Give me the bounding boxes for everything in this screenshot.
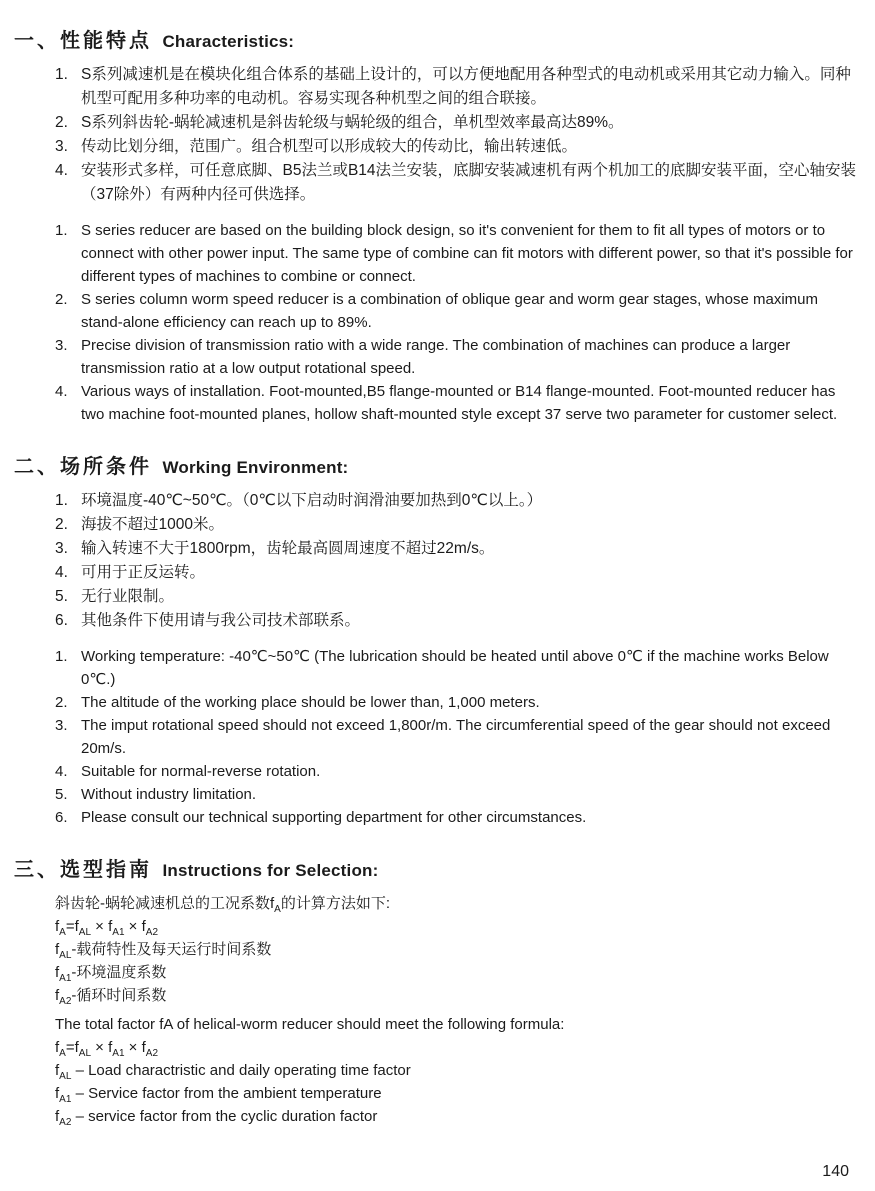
list-item-text: The imput rotational speed should not exceed 1,800r/m. The circumferential speed of the gear should not exceed 20m/s. (81, 717, 831, 757)
list-item-number: 3. (55, 337, 68, 354)
factor-definition: $f_{A2}$ – service factor from the cyclic duration factor (55, 1108, 378, 1128)
section-working-environment (14, 450, 857, 829)
formula-intro-english: The total factor fA of helical-worm reducer should meet the following formula: (55, 1016, 565, 1033)
list-item-number: 2. (55, 516, 68, 533)
section-2-heading-english: Working Environment: (162, 458, 349, 477)
list-item (55, 489, 857, 513)
list-item-number: 1. (55, 66, 68, 83)
factor-definition: $f_{A2}-$循环时间系数 (55, 987, 167, 1007)
environment-list-english (55, 645, 857, 829)
section-2-heading (14, 450, 857, 479)
list-item-text: The altitude of the working place should be lower than, 1,000 meters. (81, 694, 540, 711)
list-item-number: 1. (55, 648, 68, 665)
list-item (55, 714, 857, 760)
list-item-text: S series column worm speed reducer is a combination of oblique gear and worm gear stages, whose maximum stand-alone efficiency can reach up to 89%. (81, 291, 819, 331)
list-item-number: 4. (55, 564, 68, 581)
list-item (55, 380, 857, 426)
list-item-number: 3. (55, 540, 68, 557)
list-item-number: 6. (55, 612, 68, 629)
list-item-number: 2. (55, 694, 68, 711)
list-item (55, 585, 857, 609)
list-item (55, 63, 857, 111)
formula-intro-chinese: 斜齿轮-蜗轮减速机总的工况系数$f_A$的计算方法如下: (55, 895, 391, 915)
list-item-text: 海拔不超过1000米。 (81, 516, 224, 533)
list-item-text: S series reducer are based on the building block design, so it's convenient for them to fit all types of motors or to connect with other power input. The same type of combine can fit motors with different power, so that it's possible for different types of machines to combine or connect. (81, 222, 853, 285)
list-item-number: 2. (55, 291, 68, 308)
page-number: 140 (822, 1163, 849, 1180)
factor-definition: $f_{A1}-$环境温度系数 (55, 964, 167, 984)
list-item-text: 无行业限制。 (81, 588, 175, 605)
section-2-heading-chinese: 二、场所条件 (14, 456, 152, 478)
list-item-text: 传动比划分细，范围广。组合机型可以形成较大的传动比，输出转速低。 (81, 138, 578, 155)
list-item (55, 111, 857, 135)
list-item-text: 其他条件下使用请与我公司技术部联系。 (81, 612, 361, 629)
list-item (55, 334, 857, 380)
section-characteristics (14, 24, 857, 426)
list-item-text: Precise division of transmission ratio with a wide range. The combination of machines can produce a larger transmission ratio at a low output rotational speed. (81, 337, 791, 377)
list-item-number: 1. (55, 492, 68, 509)
selection-formula-block (55, 892, 857, 1128)
characteristics-list-english (55, 219, 857, 426)
list-item (55, 288, 857, 334)
list-item (55, 513, 857, 537)
list-item (55, 561, 857, 585)
list-item-number: 4. (55, 763, 68, 780)
characteristics-list-chinese (55, 63, 857, 207)
list-item-number: 1. (55, 222, 68, 239)
section-1-heading-english: Characteristics: (162, 32, 295, 51)
section-instructions-selection (14, 853, 857, 1128)
list-item-text: 可用于正反运转。 (81, 564, 206, 581)
list-item-text: Suitable for normal-reverse rotation. (81, 763, 321, 780)
list-item-text: Working temperature: -40℃~50℃ (The lubrication should be heated until above 0℃ if the machine works Below 0℃.) (81, 648, 829, 688)
list-item (55, 609, 857, 633)
list-item-text: S系列斜齿轮-蜗轮减速机是斜齿轮级与蜗轮级的组合，单机型效率最高达89%。 (81, 114, 624, 131)
list-item-number: 4. (55, 162, 68, 179)
list-item (55, 219, 857, 288)
factor-definition: $f_{AL}$ – Load charactristic and daily operating time factor (55, 1062, 411, 1082)
list-item-text: Various ways of installation. Foot-mounted,B5 flange-mounted or B14 flange-mounted. Foot-mounted reducer has two machine foot-mounted planes, hollow shaft-mounted style except 37 serve two parameter for customer select. (81, 383, 838, 423)
section-3-heading-english: Instructions for Selection: (162, 861, 379, 880)
section-1-heading-chinese: 一、性能特点 (14, 30, 152, 52)
list-item (55, 806, 857, 829)
list-item-text: 环境温度-40℃~50℃。（0℃以下启动时润滑油要加热到0℃以上。） (81, 492, 543, 509)
list-item-number: 2. (55, 114, 68, 131)
section-3-heading-chinese: 三、选型指南 (14, 859, 152, 881)
section-3-heading (14, 853, 857, 882)
list-item (55, 537, 857, 561)
list-item-number: 6. (55, 809, 68, 826)
list-item-text: 输入转速不大于1800rpm，齿轮最高圆周速度不超过22m/s。 (81, 540, 495, 557)
list-item-number: 5. (55, 786, 68, 803)
formula-chinese: $f_A=f_{AL} \times f_{A1} \times f_{A2}$ (55, 918, 159, 938)
list-item (55, 691, 857, 714)
list-item-number: 3. (55, 138, 68, 155)
list-item-number: 3. (55, 717, 68, 734)
list-item (55, 159, 857, 207)
list-item-text: S系列减速机是在模块化组合体系的基础上设计的，可以方便地配用各种型式的电动机或采用其它动力输入。同种机型可配用多种功率的电动机。容易实现各种机型之间的组合联接。 (81, 66, 851, 107)
list-item-number: 4. (55, 383, 68, 400)
section-1-heading (14, 24, 857, 53)
factor-definition: $f_{AL}-$载荷特性及每天运行时间系数 (55, 941, 272, 961)
list-item (55, 760, 857, 783)
list-item (55, 135, 857, 159)
list-item-text: Without industry limitation. (81, 786, 257, 803)
formula-english: $f_A=f_{AL} \times f_{A1} \times f_{A2}$ (55, 1039, 159, 1059)
list-item (55, 783, 857, 806)
list-item (55, 645, 857, 691)
list-item-text: Please consult our technical supporting department for other circumstances. (81, 809, 587, 826)
factor-definition: $f_{A1}$ – Service factor from the ambient temperature (55, 1085, 382, 1105)
environment-list-chinese (55, 489, 857, 633)
list-item-number: 5. (55, 588, 68, 605)
list-item-text: 安装形式多样，可任意底脚、B5法兰或B14法兰安装，底脚安装减速机有两个机加工的底脚安装平面，空心轴安装（37除外）有两种内径可供选择。 (81, 162, 857, 203)
